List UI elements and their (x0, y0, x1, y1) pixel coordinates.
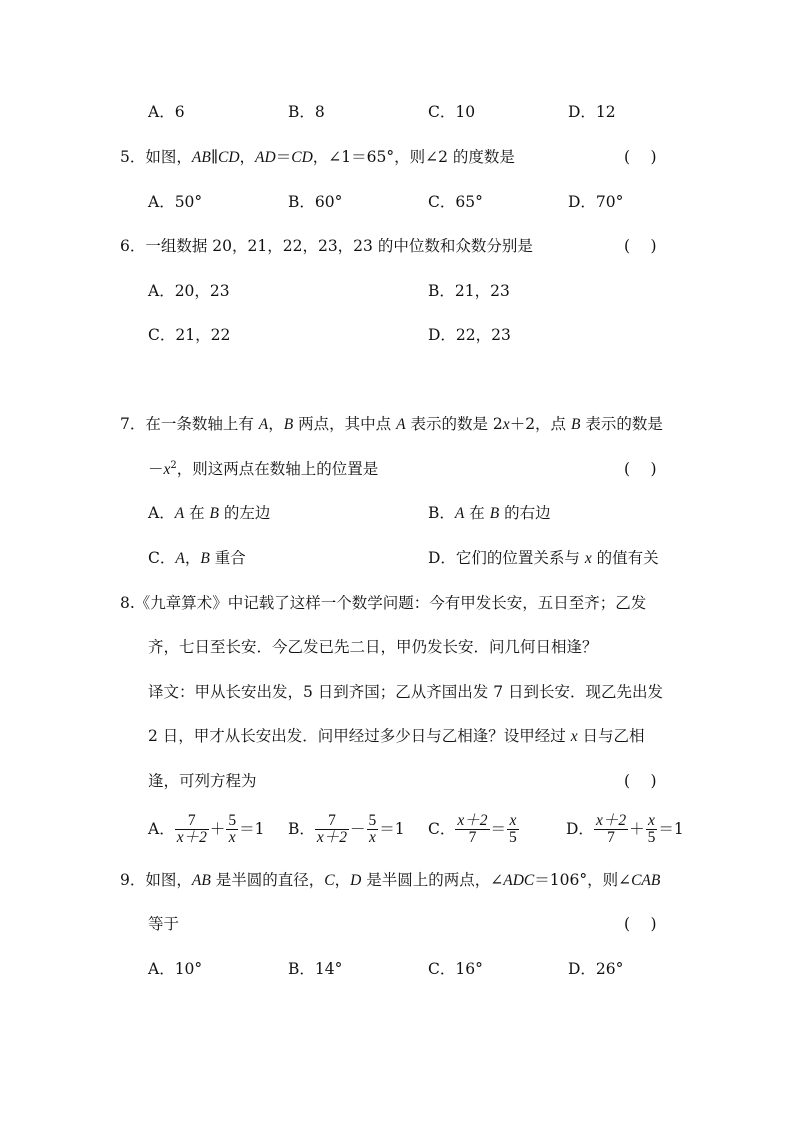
denominator: x＋2 (316, 828, 348, 846)
q8-text: 2 日，甲才从长安出发．问甲经过多少日与乙相逢？设甲经过 (148, 727, 571, 745)
numerator: 7 (315, 813, 349, 830)
q5-option-b: B．60° (288, 193, 343, 211)
option-label: B． (428, 504, 455, 522)
q6-option-b: B．21，23 (428, 282, 510, 300)
q5-var-cd: CD (217, 149, 240, 166)
option-label: A． (148, 820, 175, 838)
q8-translation-line3: 逢，可列方程为 (148, 772, 257, 790)
q7-var-x: x (584, 550, 592, 567)
operator: ＋ (209, 820, 226, 838)
q8-translation-line2 (148, 726, 645, 747)
option-label: D． (566, 820, 594, 838)
q7-option-d (428, 548, 659, 569)
q8-option-b (288, 810, 406, 847)
operator: － (350, 820, 366, 838)
q7-option-c (148, 548, 246, 569)
q5-eq: ＝ (275, 148, 292, 166)
q7-text: 的右边 (499, 504, 551, 522)
q4-option-d: D．12 (568, 103, 616, 121)
numerator: x＋2 (595, 811, 627, 829)
q7-var-x: x (163, 461, 171, 478)
denominator: 7 (468, 828, 477, 846)
numerator: x (646, 813, 658, 830)
q7-text: 7．在一条数轴上有 (120, 415, 259, 433)
q7-var-x: x (502, 416, 510, 433)
q6-stem: 6．一组数据 20，21，22，23，23 的中位数和众数分别是 (120, 237, 533, 255)
denominator: 7 (607, 828, 615, 846)
q9-option-b: B．14° (288, 960, 343, 978)
q9-text: 是半圆上的两点，∠ (361, 871, 504, 889)
q4-option-b: B．8 (288, 103, 325, 121)
q7-var-b: B (283, 416, 294, 433)
denominator: x (228, 828, 236, 846)
fraction (646, 813, 658, 846)
q9-option-c: C．16° (428, 960, 483, 978)
q7-text: 两点，其中点 (293, 415, 397, 433)
q5-var-ad: AD (255, 149, 276, 166)
q5-stem (120, 147, 515, 168)
q7-var-b: B (489, 505, 500, 522)
numerator: 7 (175, 813, 209, 830)
q9-stem-line1 (120, 870, 660, 891)
q9-text: ＝106°，则∠ (534, 871, 632, 889)
q7-text: ， (268, 415, 284, 433)
q7-var-a: A (174, 505, 185, 522)
q9-var-d: D (350, 872, 362, 889)
q7-stem-line1 (120, 414, 663, 435)
q9-answer-paren: ( ) (624, 915, 657, 933)
denominator: x＋2 (176, 828, 207, 846)
q8-option-d (566, 810, 685, 847)
equals-one: ＝1 (658, 820, 684, 838)
q7-text: 在 (184, 504, 210, 522)
numerator: x＋2 (457, 811, 488, 829)
q7-var-a: A (258, 416, 269, 433)
q9-var-ab: AB (191, 872, 211, 889)
fraction (226, 813, 238, 846)
numerator: x (507, 813, 519, 830)
q4-option-a: A．6 (148, 103, 185, 121)
fraction (315, 813, 349, 846)
q5-option-c: C．65° (428, 193, 483, 211)
operator: ＋ (629, 820, 645, 838)
q5-var-ab: AB (191, 149, 211, 166)
q8-option-a (148, 810, 265, 847)
equals-one: ＝1 (379, 820, 405, 838)
q7-text: ， (184, 549, 201, 567)
fraction (507, 813, 519, 846)
option-label: D．它们的位置关系与 (428, 549, 585, 567)
q7-stem-line2 (148, 459, 378, 480)
denominator: x (368, 828, 376, 846)
numerator: 5 (228, 811, 237, 829)
q8-option-c (428, 810, 519, 847)
option-label: C． (428, 820, 456, 838)
q8-translation-line1: 译文：甲从长安出发，5 日到齐国；乙从齐国出发 7 日到长安．现乙先出发 (148, 683, 664, 701)
option-label: A． (148, 504, 175, 522)
q7-exponent: 2 (170, 460, 177, 471)
q8-stem-line2: 齐，七日至长安．今乙发已先二日，甲仍发长安．问几何日相逢？ (148, 638, 598, 656)
q7-var-a: A (175, 550, 185, 567)
q7-text: 在 (464, 504, 490, 522)
q6-option-a: A．20，23 (148, 282, 230, 300)
q7-minus: － (148, 460, 164, 478)
q7-option-a (148, 503, 270, 524)
fraction (594, 813, 628, 846)
q8-stem-line1: 8.《九章算术》中记载了这样一个数学问题：今有甲发长安，五日至齐；乙发 (120, 594, 647, 612)
q9-text: 是半圆的直径， (210, 871, 325, 889)
q7-text: 表示的数是 (580, 415, 663, 433)
q6-answer-paren: ( ) (624, 237, 657, 255)
q5-var-cd2: CD (291, 149, 313, 166)
q4-option-c: C．10 (428, 103, 476, 121)
q5-option-d: D．70° (568, 193, 624, 211)
q9-var-c: C (324, 872, 335, 889)
q9-text: ， (334, 871, 351, 889)
q7-var-b: B (209, 505, 219, 522)
q8-text: 日与乙相 (577, 727, 645, 745)
q7-answer-paren: ( ) (624, 460, 657, 478)
q7-var-b: B (570, 416, 581, 433)
operator: ＝ (490, 820, 507, 838)
q9-angle-adc: ADC (503, 872, 535, 889)
q7-option-b (428, 503, 551, 524)
q7-text: ，则这两点在数轴上的位置是 (176, 460, 379, 478)
denominator: 5 (647, 828, 656, 846)
q7-text: 的左边 (219, 504, 271, 522)
equals-one: ＝1 (239, 820, 265, 838)
q7-var-a: A (396, 416, 406, 433)
fraction (367, 813, 379, 846)
q6-option-d: D．22，23 (428, 326, 511, 344)
q7-text: ＋2，点 (509, 415, 571, 433)
q9-stem-line2: 等于 (148, 915, 180, 933)
q7-text: 重合 (209, 549, 246, 567)
q5-num: 5．如图， (120, 148, 192, 166)
q9-text: 9．如图， (120, 871, 192, 889)
q5-option-a: A．50° (148, 193, 203, 211)
q9-option-d: D．26° (568, 960, 624, 978)
q8-var-x: x (570, 728, 578, 745)
denominator: 5 (509, 828, 517, 846)
q7-text: 的值有关 (591, 549, 659, 567)
q5-answer-paren: ( ) (624, 148, 657, 166)
fraction (455, 813, 489, 846)
numerator: 5 (368, 811, 377, 829)
fraction (175, 813, 209, 846)
q9-option-a: A．10° (148, 960, 203, 978)
option-label: B． (288, 820, 315, 838)
option-label: C． (148, 549, 176, 567)
q5-sep: ， (239, 148, 256, 166)
q7-text: 表示的数是 2 (405, 415, 503, 433)
q8-answer-paren: ( ) (624, 772, 657, 790)
q9-angle-cab: CAB (631, 872, 661, 889)
q7-var-b: B (200, 550, 210, 567)
q5-rest: ，∠1＝65°，则∠2 的度数是 (312, 148, 515, 166)
q7-var-a: A (454, 505, 465, 522)
q5-parallel: ∥ (210, 148, 218, 166)
q6-option-c: C．21，22 (148, 326, 231, 344)
